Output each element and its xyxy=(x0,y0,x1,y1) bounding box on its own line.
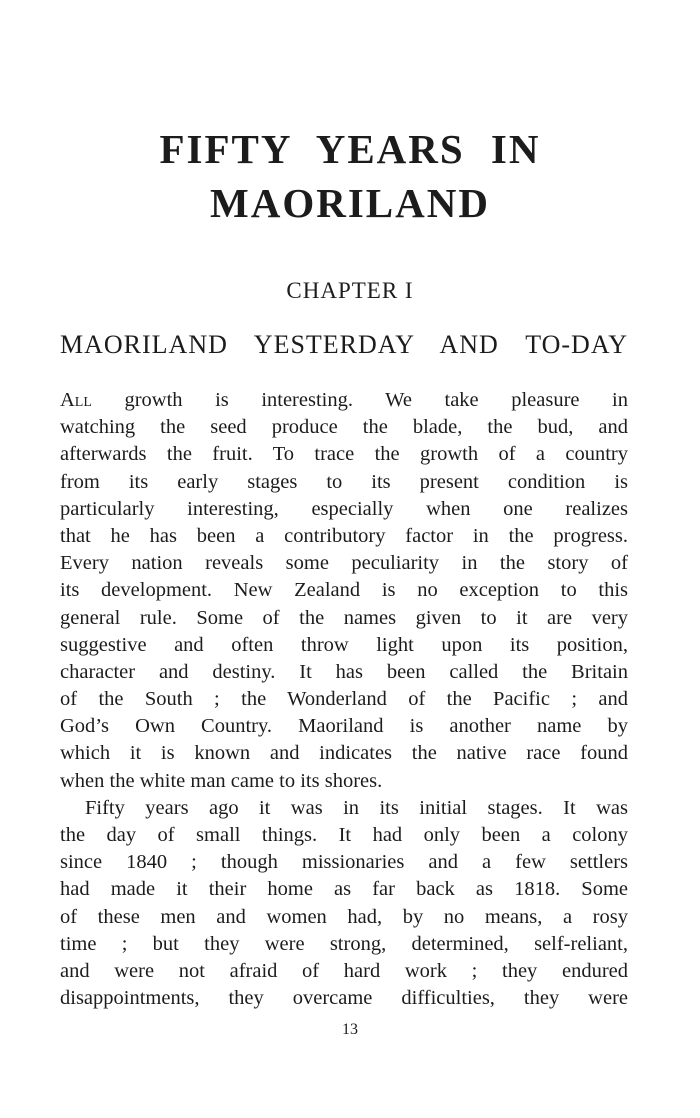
text-line: God’s Own Country. Maoriland is another name by xyxy=(60,715,628,738)
text-line: which it is known and indicates the native race found xyxy=(60,742,628,765)
text-line: since 1840 ; though missionaries and a few settlers xyxy=(60,851,628,874)
text-line: particularly interesting, especially when one realizes xyxy=(60,497,628,520)
text-line: had made it their home as far back as 1818. Some xyxy=(60,878,628,901)
text-line: Fifty years ago it was in its initial stages. It was xyxy=(85,796,628,819)
text-line: afterwards the fruit. To trace the growth of a country xyxy=(60,443,628,466)
body-text xyxy=(60,387,628,1012)
text-line xyxy=(60,387,628,414)
text-line: from its early stages to its present condition is xyxy=(60,470,628,493)
paragraph-2 xyxy=(60,795,628,1013)
text-line: suggestive and often throw light upon its position, xyxy=(60,633,628,656)
text-line: of the South ; the Wonderland of the Pacific ; and xyxy=(60,688,628,711)
text-line: that he has been a contributory factor in the progress. xyxy=(60,524,628,547)
text-line-rest: growth is interesting. We take pleasure in xyxy=(91,389,628,411)
chapter-title: MAORILAND YESTERDAY AND TO-DAY xyxy=(60,330,628,359)
chapter-number: CHAPTER I xyxy=(286,278,414,303)
text-line: watching the seed produce the blade, the bud, and xyxy=(60,416,628,439)
paragraph-1 xyxy=(60,387,628,795)
text-line: the day of small things. It had only been a colony xyxy=(60,824,628,846)
text-line: its development. New Zealand is no exception to this xyxy=(60,579,628,602)
text-line: character and destiny. It has been called the Britain xyxy=(60,660,628,683)
opening-word: All xyxy=(60,389,92,411)
text-line: and were not afraid of hard work ; they endured xyxy=(60,959,628,982)
book-title-line-1: FIFTY YEARS IN xyxy=(159,126,541,172)
text-line: Every nation reveals some peculiarity in the story of xyxy=(60,552,628,575)
text-line: time ; but they were strong, determined, self-reliant, xyxy=(60,932,628,955)
text-line: disappointments, they overcame difficulties, they were xyxy=(60,987,628,1010)
book-title-line-2: MAORILAND xyxy=(210,180,490,226)
text-line: when the white man came to its shores. xyxy=(60,769,383,792)
text-line: of these men and women had, by no means, a rosy xyxy=(60,905,628,928)
page-number: 13 xyxy=(342,1021,358,1038)
text-line: general rule. Some of the names given to it are very xyxy=(60,606,628,629)
